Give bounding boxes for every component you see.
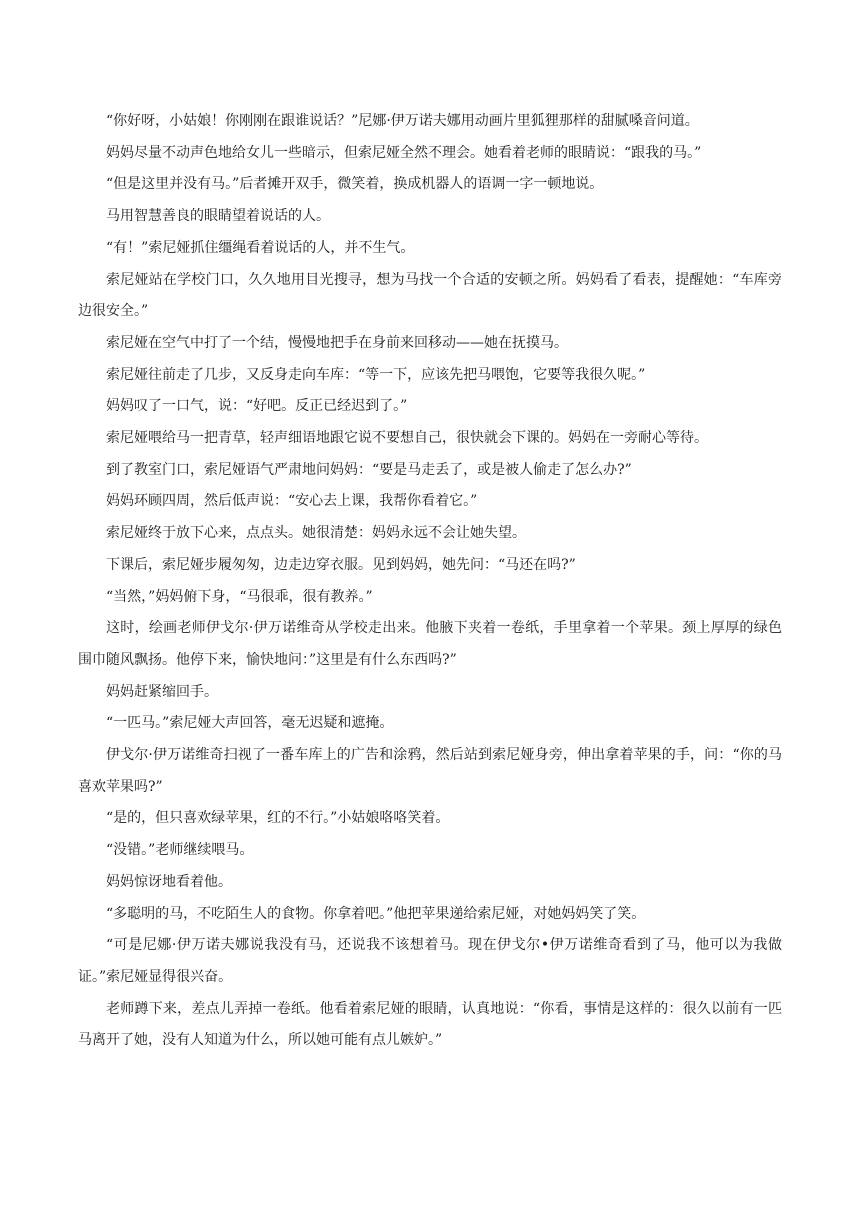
paragraph: 索尼娅往前走了几步，又反身走向车库：“等一下，应该先把马喂饱，它要等我很久呢。” [106, 366, 646, 383]
paragraph: 妈妈环顾四周，然后低声说：“安心去上课，我帮你看着它。” [106, 493, 478, 510]
paragraph: “你好呀，小姑娘！你刚刚在跟谁说话？”尼娜·伊万诺夫娜用动画片里狐狸那样的甜腻嗓音问道。 [106, 113, 699, 129]
paragraph: “没错。”老师继续喂马。 [106, 842, 254, 859]
paragraph: 老师蹲下来，差点儿弄掉一卷纸。他看着索尼娅的眼睛，认真地说：“你看，事情是这样的：很久以前有一匹马离开了她，没有人知道为什么，所以她可能有点儿嫉妒。” [78, 1000, 782, 1049]
paragraph: “一匹马。”索尼娅大声回答，毫无迟疑和遮掩。 [106, 715, 394, 732]
story-text [78, 106, 782, 1057]
paragraph: 索尼娅站在学校门口，久久地用目光搜寻，想为马找一个合适的安顿之所。妈妈看了看表，提醒她：“车库旁边很安全。” [78, 271, 782, 320]
paragraph: “是的，但只喜欢绿苹果，红的不行。”小姑娘咯咯笑着。 [106, 810, 450, 827]
paragraph: “但是这里并没有马。”后者摊开双手，微笑着，换成机器人的语调一字一顿地说。 [106, 176, 604, 193]
paragraph: 妈妈叹了一口气，说：“好吧。反正已经迟到了。” [106, 398, 408, 415]
paragraph: 索尼娅终于放下心来，点点头。她很清楚：妈妈永远不会让她失望。 [106, 525, 526, 542]
paragraph: “当然，”妈妈俯下身，“马很乖，很有教养。” [106, 588, 373, 605]
paragraph: 索尼娅在空气中打了一个结，慢慢地把手在身前来回移动——她在抚摸马。 [106, 334, 568, 351]
paragraph: 索尼娅喂给马一把青草，轻声细语地跟它说不要想自己，很快就会下课的。妈妈在一旁耐心等待。 [106, 430, 708, 447]
paragraph: 妈妈赶紧缩回手。 [106, 683, 218, 700]
paragraph: 到了教室门口，索尼娅语气严肃地问妈妈：“要是马走丢了，或是被人偷走了怎么办?” [106, 461, 632, 478]
paragraph: 马用智慧善良的眼睛望着说话的人。 [106, 208, 330, 225]
paragraph: “多聪明的马，不吃陌生人的食物。你拿着吧。”他把苹果递给索尼娅，对她妈妈笑了笑。 [106, 905, 646, 922]
paragraph: “可是尼娜·伊万诺夫娜说我没有马，还说我不该想着马。现在伊戈尔•伊万诺维奇看到了马，他可以为我做证。”索尼娅显得很兴奋。 [78, 937, 782, 985]
paragraph: 妈妈尽量不动声色地给女儿一些暗示，但索尼娅全然不理会。她看着老师的眼睛说：“跟我的马。” [106, 144, 702, 161]
paragraph: 下课后，索尼娅步履匆匆，边走边穿衣服。见到妈妈，她先问：“马还在吗?” [106, 556, 576, 573]
paragraph: 这时，绘画老师伊戈尔·伊万诺维奇从学校走出来。他腋下夹着一卷纸，手里拿着一个苹果。颈上厚厚的绿色围巾随风飘扬。他停下来，愉快地问：”这里是有什么东西吗?” [78, 620, 782, 668]
paragraph: 伊戈尔·伊万诺维奇扫视了一番车库上的广告和涂鸦，然后站到索尼娅身旁，伸出拿着苹果的手，问：“你的马喜欢苹果吗?” [78, 747, 782, 795]
paragraph: 妈妈惊讶地看着他。 [106, 873, 232, 890]
paragraph: “有！”索尼娅抓住缰绳看着说话的人，并不生气。 [106, 239, 415, 256]
